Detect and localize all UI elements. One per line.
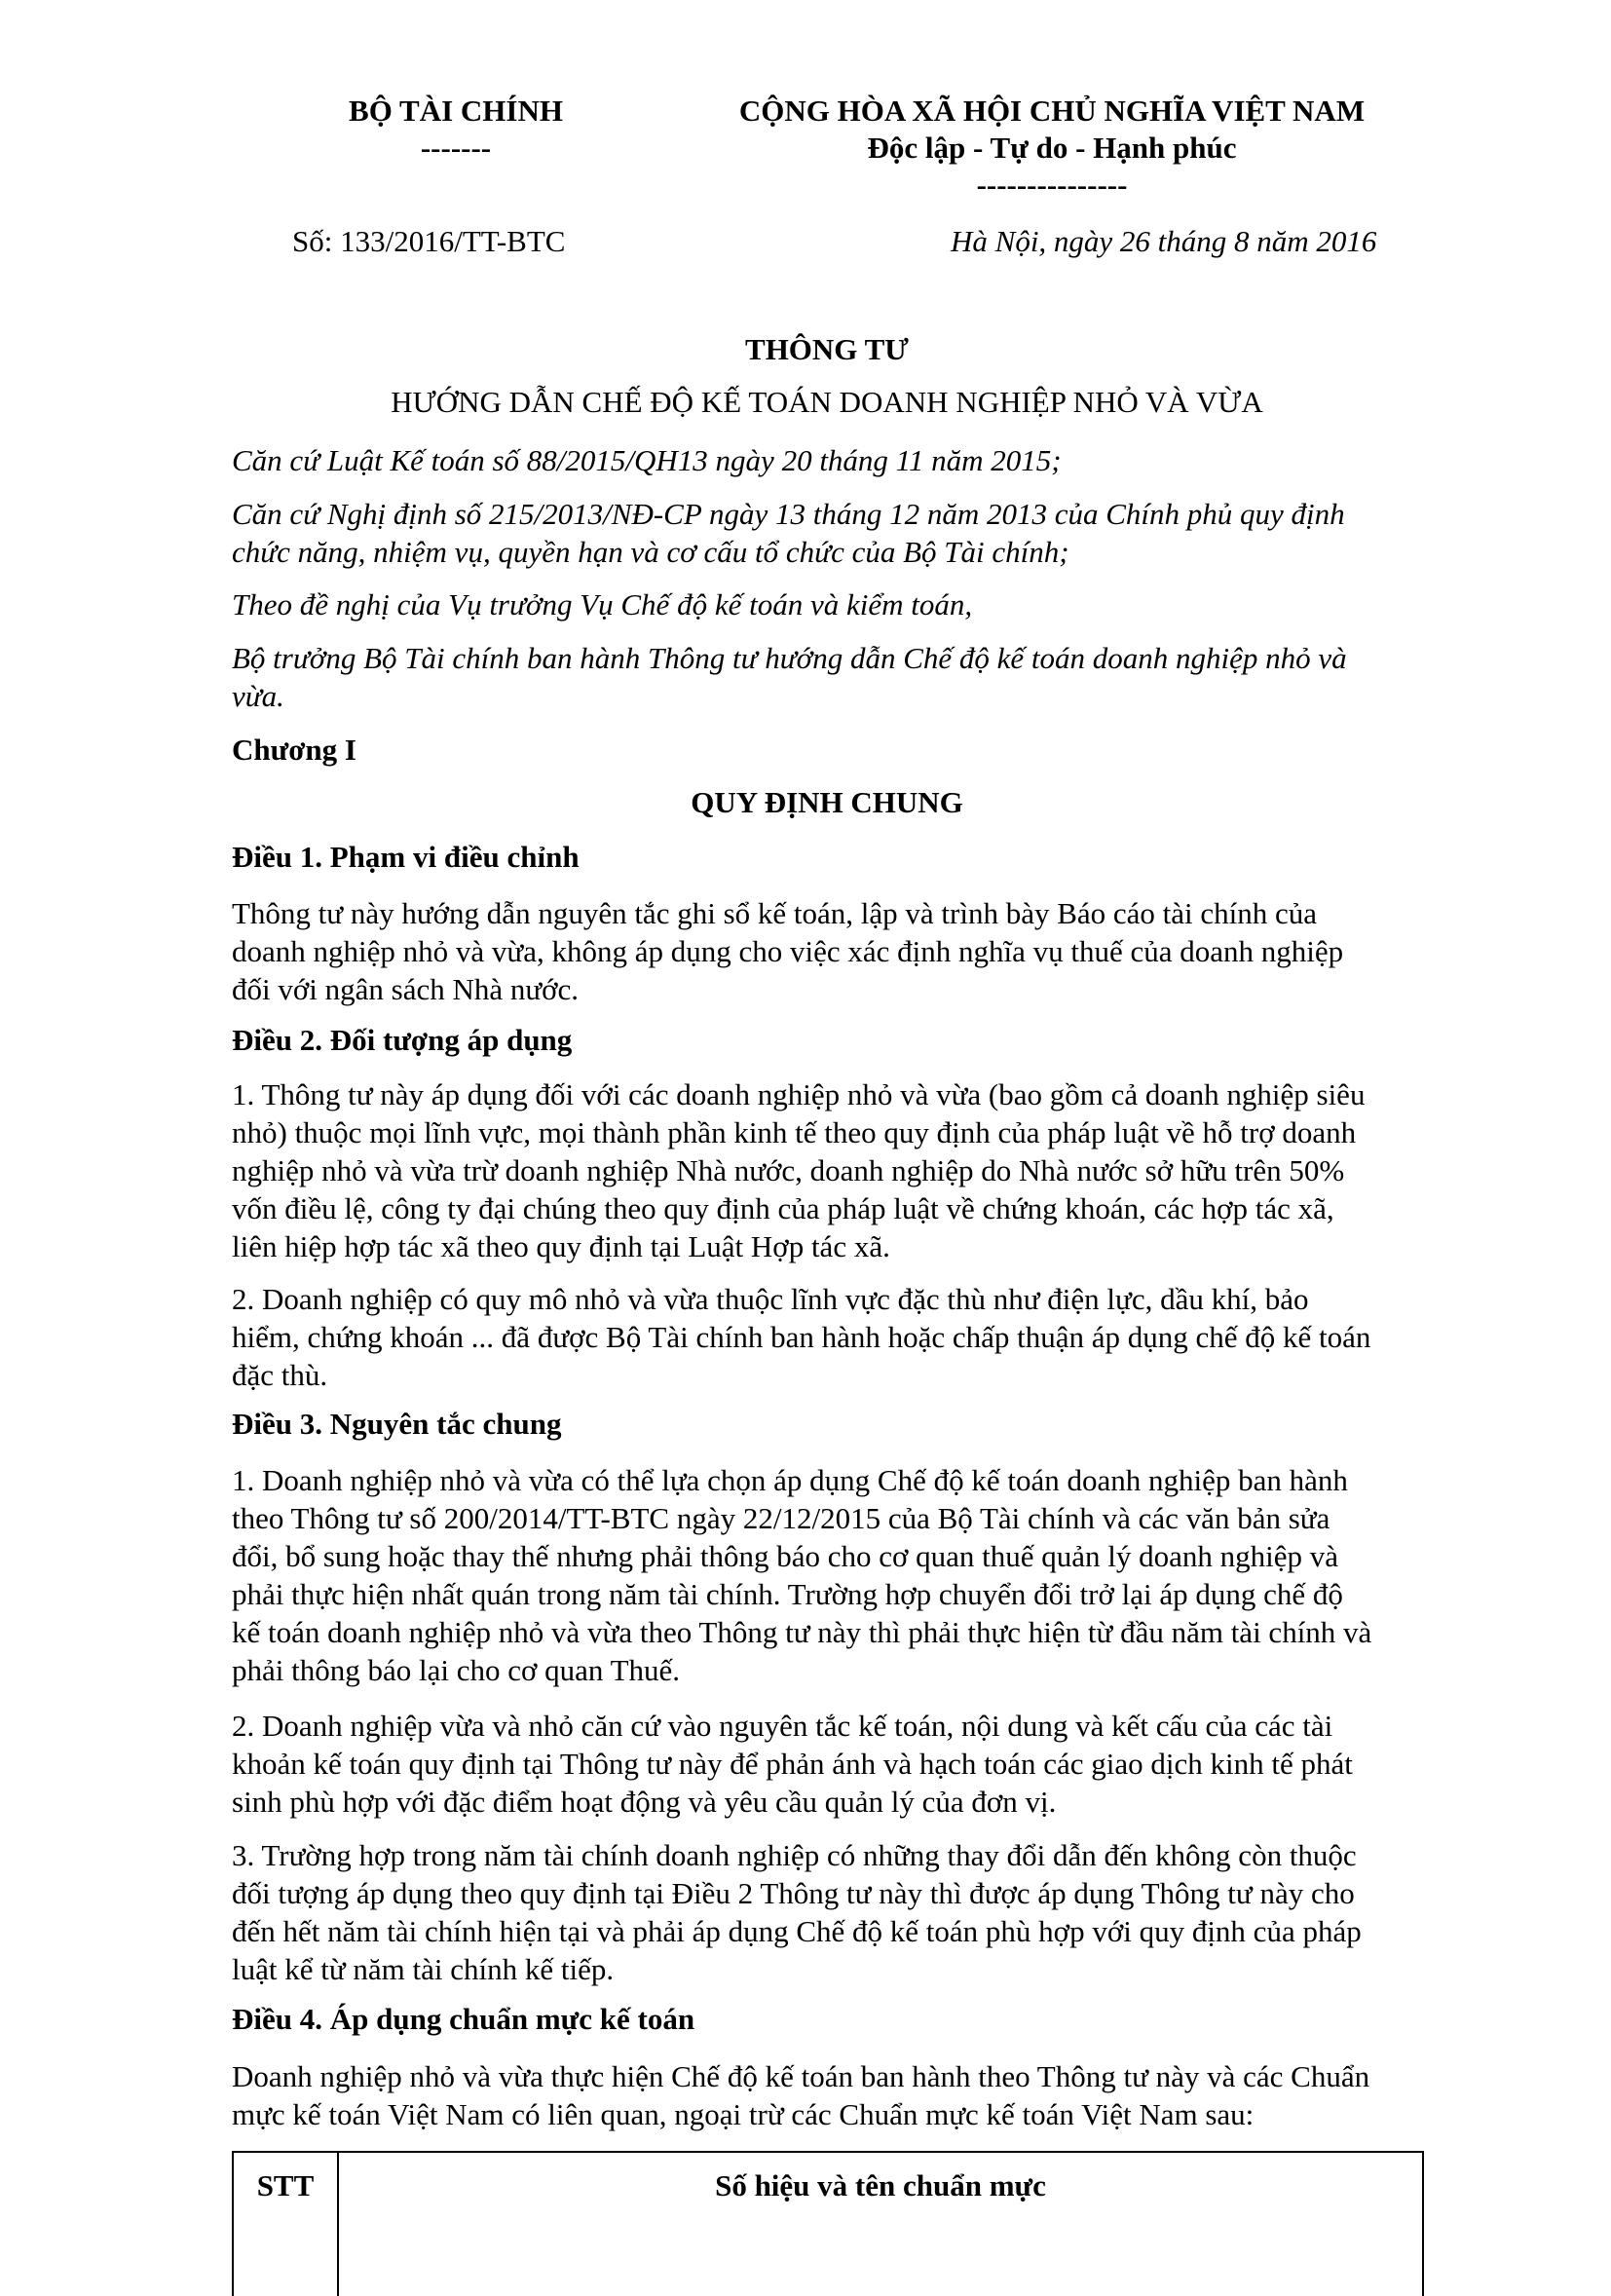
line: 2. Doanh nghiệp có quy mô nhỏ và vừa thuộc lĩnh vực đặc thù như điện lực, dầu khí, bảo bbox=[232, 1282, 1309, 1316]
preamble-2 bbox=[232, 495, 1422, 571]
line: sinh phù hợp với đặc điểm hoạt động và yêu cầu quản lý của đơn vị. bbox=[232, 1785, 1057, 1819]
article-3-paragraph-3 bbox=[232, 1836, 1422, 1988]
article-3-paragraph-2 bbox=[232, 1707, 1422, 1821]
line: đặc thù. bbox=[232, 1358, 328, 1392]
column-header-stt: STT bbox=[233, 2152, 338, 2296]
line: phải thực hiện nhất quán trong năm tài chính. Trường hợp chuyển đổi trở lại áp dụng chế độ bbox=[232, 1577, 1343, 1611]
line: Bộ trưởng Bộ Tài chính ban hành Thông tư hướng dẫn Chế độ kế toán doanh nghiệp nhỏ và bbox=[232, 641, 1347, 675]
line: vốn điều lệ, công ty đại chúng theo quy định của pháp luật về chứng khoán, các hợp tác xã, bbox=[232, 1191, 1334, 1225]
article-2-paragraph-2 bbox=[232, 1280, 1422, 1394]
ministry-rule: ------- bbox=[420, 131, 492, 165]
line: đối với ngân sách Nhà nước. bbox=[232, 972, 580, 1006]
line: Căn cứ Luật Kế toán số 88/2015/QH13 ngày 20 tháng 11 năm 2015; bbox=[232, 443, 1062, 477]
line: phải thông báo lại cho cơ quan Thuế. bbox=[232, 1653, 681, 1687]
preamble-3 bbox=[232, 585, 1422, 623]
line: luật kể từ năm tài chính kế tiếp. bbox=[232, 1952, 615, 1986]
line: theo Thông tư số 200/2014/TT-BTC ngày 22/12/2015 của Bộ Tài chính và các văn bản sửa bbox=[232, 1501, 1330, 1535]
article-4-paragraph-1 bbox=[232, 2057, 1422, 2133]
column-header-standard: Số hiệu và tên chuẩn mực bbox=[338, 2152, 1423, 2296]
place-date: Hà Nội, ngày 26 tháng 8 năm 2016 bbox=[951, 224, 1377, 258]
line: vừa. bbox=[232, 679, 284, 713]
table-header-row bbox=[233, 2152, 1423, 2296]
line: đối tượng áp dụng theo quy định tại Điều 2 Thông tư này thì được áp dụng Thông tư này cho bbox=[232, 1876, 1355, 1910]
line: hiểm, chứng khoán ... đã được Bộ Tài chính ban hành hoặc chấp thuận áp dụng chế độ kế toán bbox=[232, 1320, 1371, 1354]
document-type: THÔNG TƯ bbox=[745, 332, 909, 366]
document-subject: HƯỚNG DẪN CHẾ ĐỘ KẾ TOÁN DOANH NGHIỆP NHỎ VÀ VỪA bbox=[391, 385, 1263, 419]
article-3-paragraph-1 bbox=[232, 1461, 1422, 1689]
line: liên hiệp hợp tác xã theo quy định tại Luật Hợp tác xã. bbox=[232, 1229, 890, 1263]
preamble-4 bbox=[232, 639, 1422, 715]
line: 3. Trường hợp trong năm tài chính doanh nghiệp có những thay đổi dẫn đến không còn thuộc bbox=[232, 1838, 1357, 1872]
article-1-heading: Điều 1. Phạm vi điều chỉnh bbox=[232, 840, 580, 874]
article-3-heading: Điều 3. Nguyên tắc chung bbox=[232, 1407, 562, 1441]
preamble-1 bbox=[232, 441, 1422, 479]
line: 1. Thông tư này áp dụng đối với các doanh nghiệp nhỏ và vừa (bao gồm cả doanh nghiệp siêu bbox=[232, 1077, 1366, 1111]
ministry-name: BỘ TÀI CHÍNH bbox=[349, 94, 563, 128]
line: khoản kế toán quy định tại Thông tư này để phản ánh và hạch toán các giao dịch kinh tế phát bbox=[232, 1747, 1353, 1781]
article-1-paragraph-1 bbox=[232, 894, 1422, 1008]
line: kế toán doanh nghiệp nhỏ và vừa theo Thông tư này thì phải thực hiện từ đầu năm tài chính và bbox=[232, 1615, 1372, 1649]
national-motto: Độc lập - Tự do - Hạnh phúc bbox=[867, 131, 1237, 165]
line: đến hết năm tài chính hiện tại và phải áp dụng Chế độ kế toán phù hợp với quy định của pháp bbox=[232, 1914, 1362, 1948]
line: Doanh nghiệp nhỏ và vừa thực hiện Chế độ kế toán ban hành theo Thông tư này và các Chuẩn bbox=[232, 2059, 1370, 2093]
line: nhỏ) thuộc mọi lĩnh vực, mọi thành phần kinh tế theo quy định của pháp luật về hỗ trợ doanh bbox=[232, 1115, 1357, 1149]
chapter-label: Chương I bbox=[232, 733, 356, 767]
line: doanh nghiệp nhỏ và vừa, không áp dụng cho việc xác định nghĩa vụ thuế của doanh nghiệp bbox=[232, 934, 1344, 968]
line: Theo đề nghị của Vụ trưởng Vụ Chế độ kế toán và kiểm toán, bbox=[232, 587, 973, 621]
excluded-standards-table bbox=[232, 2151, 1424, 2296]
document-number: Số: 133/2016/TT-BTC bbox=[292, 224, 566, 258]
article-2-paragraph-1 bbox=[232, 1075, 1422, 1265]
line: chức năng, nhiệm vụ, quyền hạn và cơ cấu tổ chức của Bộ Tài chính; bbox=[232, 535, 1069, 569]
line: nghiệp nhỏ và vừa trừ doanh nghiệp Nhà nước, doanh nghiệp do Nhà nước sở hữu trên 50% bbox=[232, 1153, 1345, 1187]
motto-rule: --------------- bbox=[976, 168, 1128, 202]
line: mực kế toán Việt Nam có liên quan, ngoại trừ các Chuẩn mực kế toán Việt Nam sau: bbox=[232, 2097, 1255, 2131]
article-2-heading: Điều 2. Đối tượng áp dụng bbox=[232, 1023, 573, 1057]
line: 2. Doanh nghiệp vừa và nhỏ căn cứ vào nguyên tắc kế toán, nội dung và kết cấu của các tài bbox=[232, 1709, 1333, 1743]
line: Thông tư này hướng dẫn nguyên tắc ghi sổ kế toán, lập và trình bày Báo cáo tài chính của bbox=[232, 896, 1318, 930]
article-4-heading: Điều 4. Áp dụng chuẩn mực kế toán bbox=[232, 2002, 695, 2036]
line: Căn cứ Nghị định số 215/2013/NĐ-CP ngày 13 tháng 12 năm 2013 của Chính phủ quy định bbox=[232, 497, 1345, 531]
chapter-title: QUY ĐỊNH CHUNG bbox=[691, 785, 963, 819]
line: 1. Doanh nghiệp nhỏ và vừa có thể lựa chọn áp dụng Chế độ kế toán doanh nghiệp ban hành bbox=[232, 1463, 1348, 1497]
country-name: CỘNG HÒA XÃ HỘI CHỦ NGHĨA VIỆT NAM bbox=[738, 94, 1366, 128]
line: đổi, bổ sung hoặc thay thế nhưng phải thông báo cho cơ quan thuế quản lý doanh nghiệp và bbox=[232, 1539, 1339, 1573]
